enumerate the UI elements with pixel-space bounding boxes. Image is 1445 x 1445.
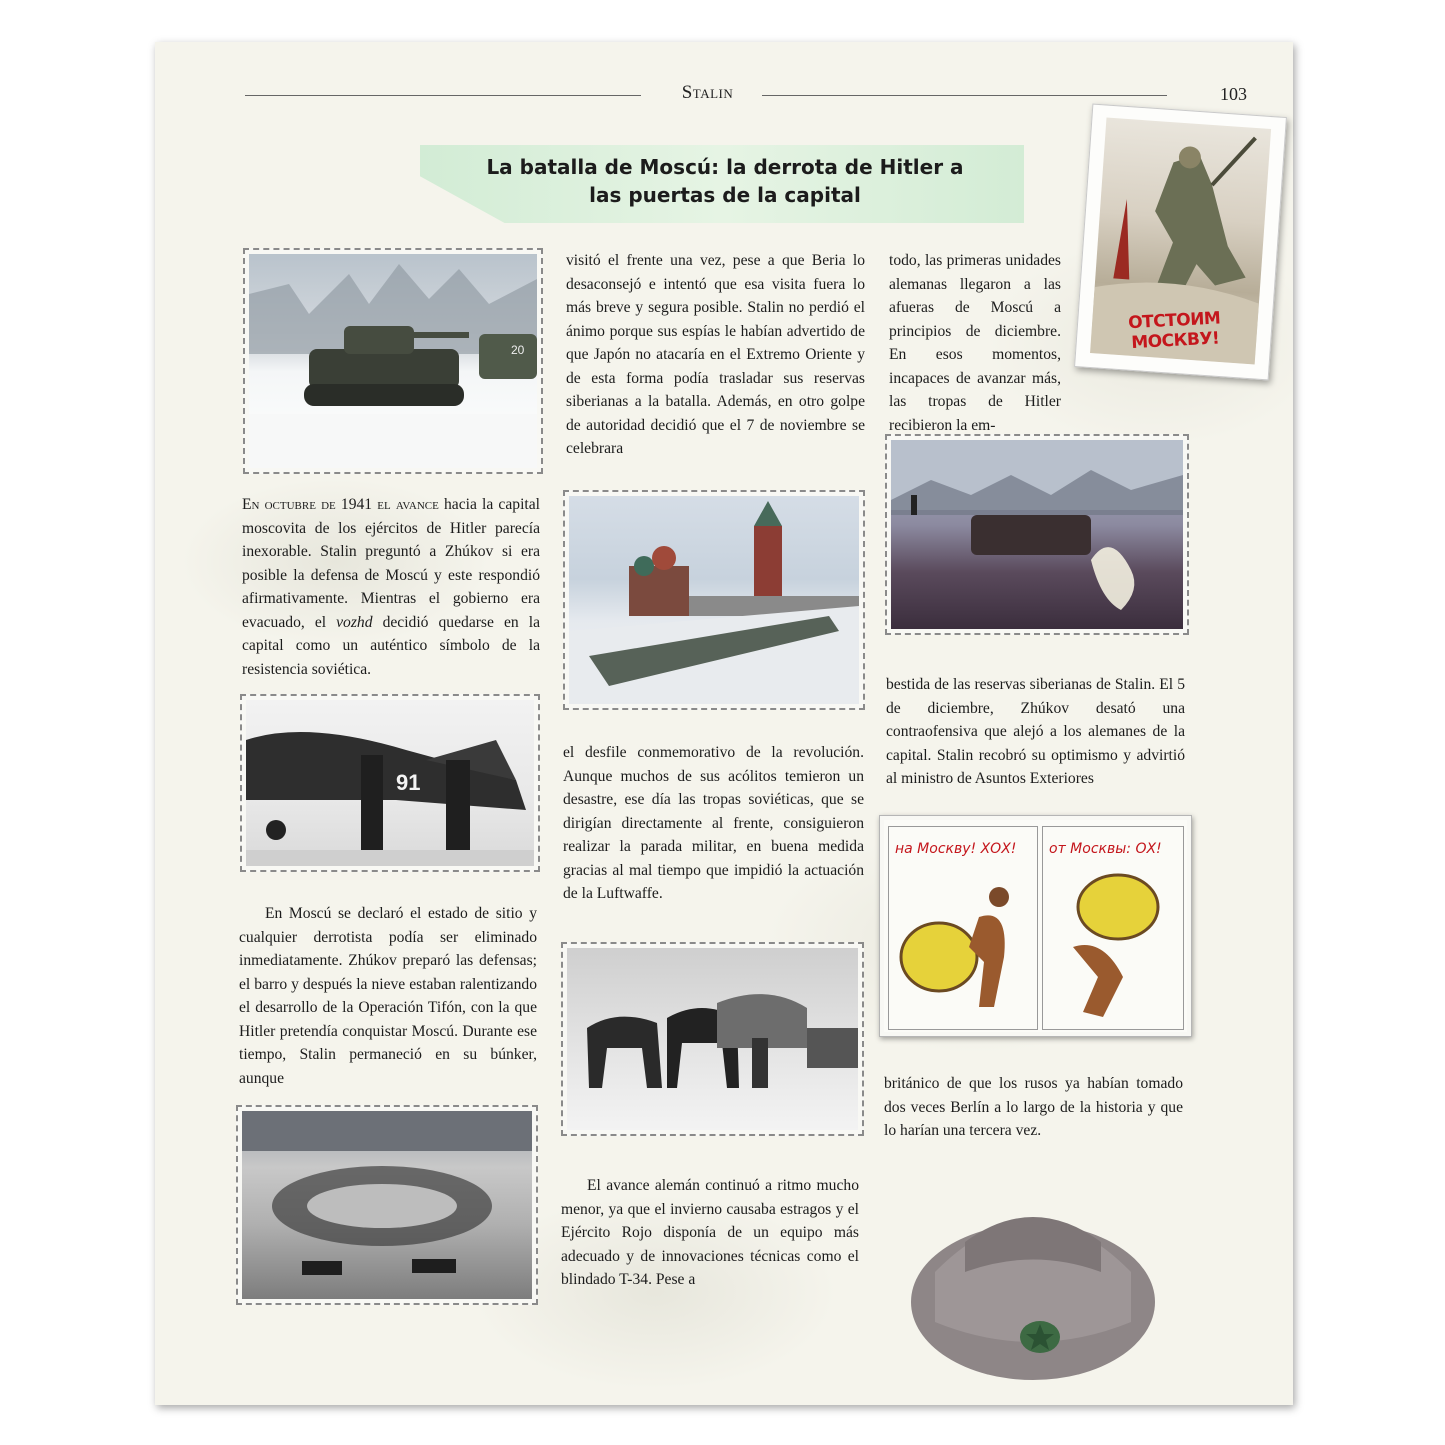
header-rule-left bbox=[245, 95, 641, 96]
poster-defend-moscow bbox=[1074, 104, 1287, 381]
col1-p1-end: decidió quedarse en la capital como un auténtico símbolo de la resistencia soviética. bbox=[242, 613, 540, 678]
photo-fighter-plane bbox=[240, 694, 540, 872]
page-number: 103 bbox=[1220, 84, 1247, 104]
photo-moscow-square bbox=[236, 1105, 538, 1305]
parade-photo-image bbox=[569, 496, 859, 704]
running-head: Stalin bbox=[681, 82, 734, 103]
cartoon-left-caption: на Москву! ХОХ! bbox=[895, 841, 1017, 857]
fallen-drummer-illustration bbox=[1043, 827, 1183, 1029]
tank-illustration bbox=[249, 254, 537, 468]
battle-illustration bbox=[891, 440, 1183, 629]
cartoon-two-panels bbox=[879, 815, 1192, 1037]
section-title bbox=[455, 153, 995, 209]
photo-burning-tank bbox=[885, 434, 1189, 635]
horses-photo-image bbox=[567, 948, 858, 1130]
tank-photo-image bbox=[249, 254, 537, 468]
col1-paragraph-1 bbox=[242, 493, 540, 681]
horses-illustration bbox=[567, 948, 858, 1130]
col1-p1-text: hacia la capital moscovita de los ejércitos de Hitler parecía inexorable. Stalin preguntó a Zhúkov si era posible la defensa de Moscú y este respondió afirmativamente. Mientras el gobierno era evacuado, el bbox=[242, 496, 540, 631]
plane-illustration bbox=[246, 700, 534, 866]
plane-number: 91 bbox=[396, 770, 421, 795]
col1-paragraph-2: En Moscú se declaró el estado de sitio y cualquier derrotista podía ser eliminado inmediatamente. Zhúkov preparó las defensas; el barro y después la nieve estaban ralentizando el desarrollo de la Operación Tifón, con la que Hitler pretendía conquistar Moscú. Durante ese tiempo, Stalin permaneció en su búnker, aunque bbox=[239, 905, 537, 1087]
section-title-line-1: La batalla de Moscú: la derrota de Hitler a bbox=[486, 155, 964, 179]
cartoon-right-caption: от Москвы: ОХ! bbox=[1049, 841, 1162, 857]
poster-slogan: ОТСТОИМ МОСКВУ! bbox=[1127, 308, 1221, 354]
drummer-illustration bbox=[889, 827, 1037, 1029]
battle-photo-image bbox=[891, 440, 1183, 629]
tank-number: 20 bbox=[511, 343, 525, 357]
crowd-illustration bbox=[242, 1111, 532, 1299]
col3-paragraph-2: bestida de las reservas siberianas de Stalin. El 5 de diciembre, Zhúkov desató una contraofensiva que alejó a los alemanes de la capital. Stalin recobró su optimismo y advirtió al ministro de Asuntos Exteriores bbox=[886, 676, 1185, 787]
ushanka-hat-image bbox=[905, 1152, 1161, 1384]
col2-paragraph-1: visitó el frente una vez, pese a que Beria lo desaconsejó e intentó que esa visita fuera lo más breve y segura posible. Stalin no perdió el ánimo porque sus espías le habían advertido de que Japón no atacaría en el Extremo Oriente y de esta forma podía trasladar sus reservas siberianas a la batalla. Además, en otro golpe de autoridad decidió que el 7 de noviembre se celebrara bbox=[566, 252, 865, 457]
col2-paragraph-3: El avance alemán continuó a ritmo mucho menor, ya que el invierno causaba estragos y el Ejército Rojo disponía de un equipo más adecuado y de innovaciones técnicas como el blindado T-34. Pese a bbox=[561, 1177, 859, 1288]
poster-artwork bbox=[1090, 118, 1271, 365]
col1-p1-italic: vozhd bbox=[336, 613, 373, 631]
square-photo-image bbox=[242, 1111, 532, 1299]
col1-lead-in: En octubre de 1941 el avance bbox=[242, 496, 439, 513]
col3-paragraph-3: británico de que los rusos ya habían tomado dos veces Berlín a lo largo de la historia y que lo harían una tercera vez. bbox=[884, 1075, 1183, 1139]
col3-p1-text: todo, las primeras unidades alemanas llegaron a las afueras de Moscú a principios de diciembre. En esos momentos, incapaces de avanzar más, las tropas de Hitler recibieron la em- bbox=[889, 252, 1061, 434]
parade-illustration bbox=[569, 496, 859, 704]
col3-paragraph-1-wrapped bbox=[889, 249, 1061, 437]
plane-photo-image bbox=[246, 700, 534, 866]
photo-t34-tank bbox=[243, 248, 543, 474]
cartoon-panel-left bbox=[888, 826, 1038, 1030]
cartoon-image bbox=[884, 820, 1187, 1032]
col2-paragraph-2: el desfile conmemorativo de la revolución. Aunque muchos de sus acólitos temieron un desastre, ese día las tropas soviéticas, que se dirigían directamente al frente, consiguieron realizar la parada militar, en buena medida gracias al mal tiempo que impidió la actuación de la Luftwaffe. bbox=[563, 744, 864, 902]
section-title-line-2: las puertas de la capital bbox=[589, 183, 861, 207]
cartoon-panel-right bbox=[1042, 826, 1184, 1030]
header-rule-right bbox=[762, 95, 1167, 96]
photo-horse-convoy bbox=[561, 942, 864, 1136]
photo-red-square-parade bbox=[563, 490, 865, 710]
